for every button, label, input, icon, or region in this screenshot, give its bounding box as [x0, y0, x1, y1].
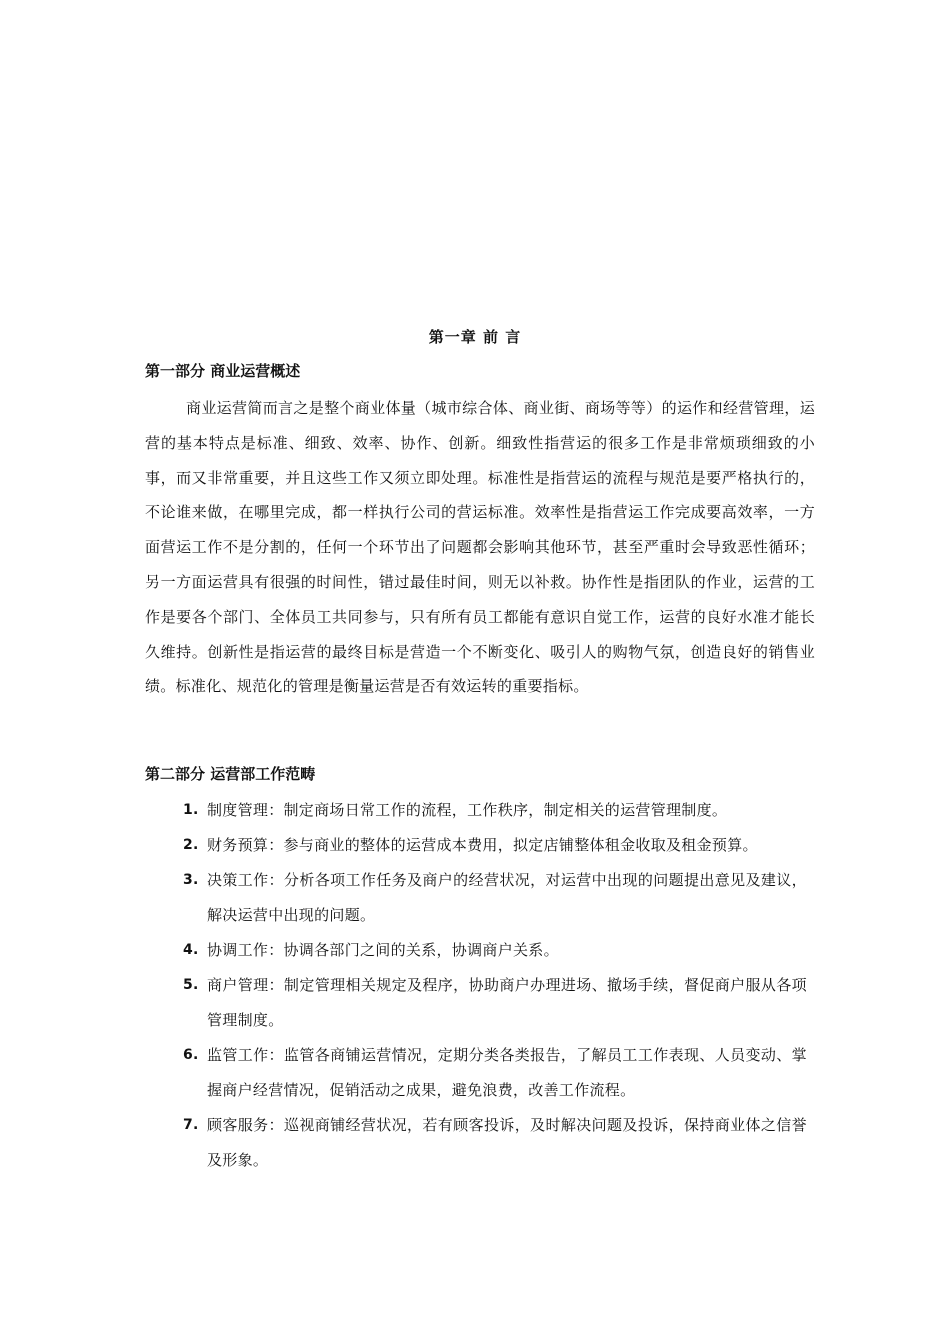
part1-heading: 第一部分 商业运营概述 [145, 362, 301, 380]
duty-item [145, 933, 815, 968]
duty-list [145, 793, 815, 1178]
duty-item [145, 793, 815, 828]
duty-text: 监管工作：监管各商铺运营情况，定期分类各类报告，了解员工工作表现、人员变动、掌握商户经营情况，促销活动之成果，避免浪费，改善工作流程。 [207, 1046, 807, 1099]
duty-number: 1. [183, 802, 199, 818]
duty-number: 3. [183, 872, 199, 888]
duty-text: 财务预算：参与商业的整体的运营成本费用，拟定店铺整体租金收取及租金预算。 [207, 836, 758, 854]
duty-item [145, 863, 815, 933]
part1-paragraph: 商业运营简而言之是整个商业体量（城市综合体、商业街、商场等等）的运作和经营管理，运营的基本特点是标准、细致、效率、协作、创新。细致性指营运的很多工作是非常烦琐细致的小事，而又非常重要，并且这些工作又须立即处理。标准性是指营运的流程与规范是要严格执行的，不论谁来做，在哪里完成，都一样执行公司的营运标准。效率性是指营运工作完成要高效率，一方面营运工作不是分割的，任何一个环节出了问题都会影响其他环节，甚至严重时会导致恶性循环；另一方面运营具有很强的时间性，错过最佳时间，则无以补救。协作性是指团队的作业，运营的工作是要各个部门、全体员工共同参与，只有所有员工都能有意识自觉工作，运营的良好水准才能长久维持。创新性是指运营的最终目标是营造一个不断变化、吸引人的购物气氛，创造良好的销售业绩。标准化、规范化的管理是衡量运营是否有效运转的重要指标。 [145, 399, 815, 696]
duty-item [145, 968, 815, 1038]
duty-item [145, 828, 815, 863]
duty-item [145, 1108, 815, 1178]
duty-text: 制度管理：制定商场日常工作的流程，工作秩序，制定相关的运营管理制度。 [207, 801, 728, 819]
part1-section [145, 360, 815, 704]
duty-number: 2. [183, 837, 199, 853]
duty-item [145, 1038, 815, 1108]
part2-section [145, 763, 815, 1178]
duty-text: 顾客服务：巡视商铺经营状况，若有顾客投诉，及时解决问题及投诉，保持商业体之信誉及形象。 [207, 1116, 807, 1169]
duty-text: 协调工作：协调各部门之间的关系，协调商户关系。 [207, 941, 559, 959]
duty-number: 7. [183, 1117, 199, 1133]
part2-heading: 第二部分 运营部工作范畴 [145, 765, 316, 783]
duty-number: 4. [183, 942, 199, 958]
duty-text: 商户管理：制定管理相关规定及程序，协助商户办理进场、撤场手续，督促商户服从各项管理制度。 [207, 976, 807, 1029]
chapter-title: 第一章 前 言 [428, 328, 522, 346]
duty-number: 6. [183, 1047, 199, 1063]
duty-text: 决策工作：分析各项工作任务及商户的经营状况，对运营中出现的问题提出意见及建议，解决运营中出现的问题。 [207, 871, 807, 924]
duty-number: 5. [183, 977, 199, 993]
